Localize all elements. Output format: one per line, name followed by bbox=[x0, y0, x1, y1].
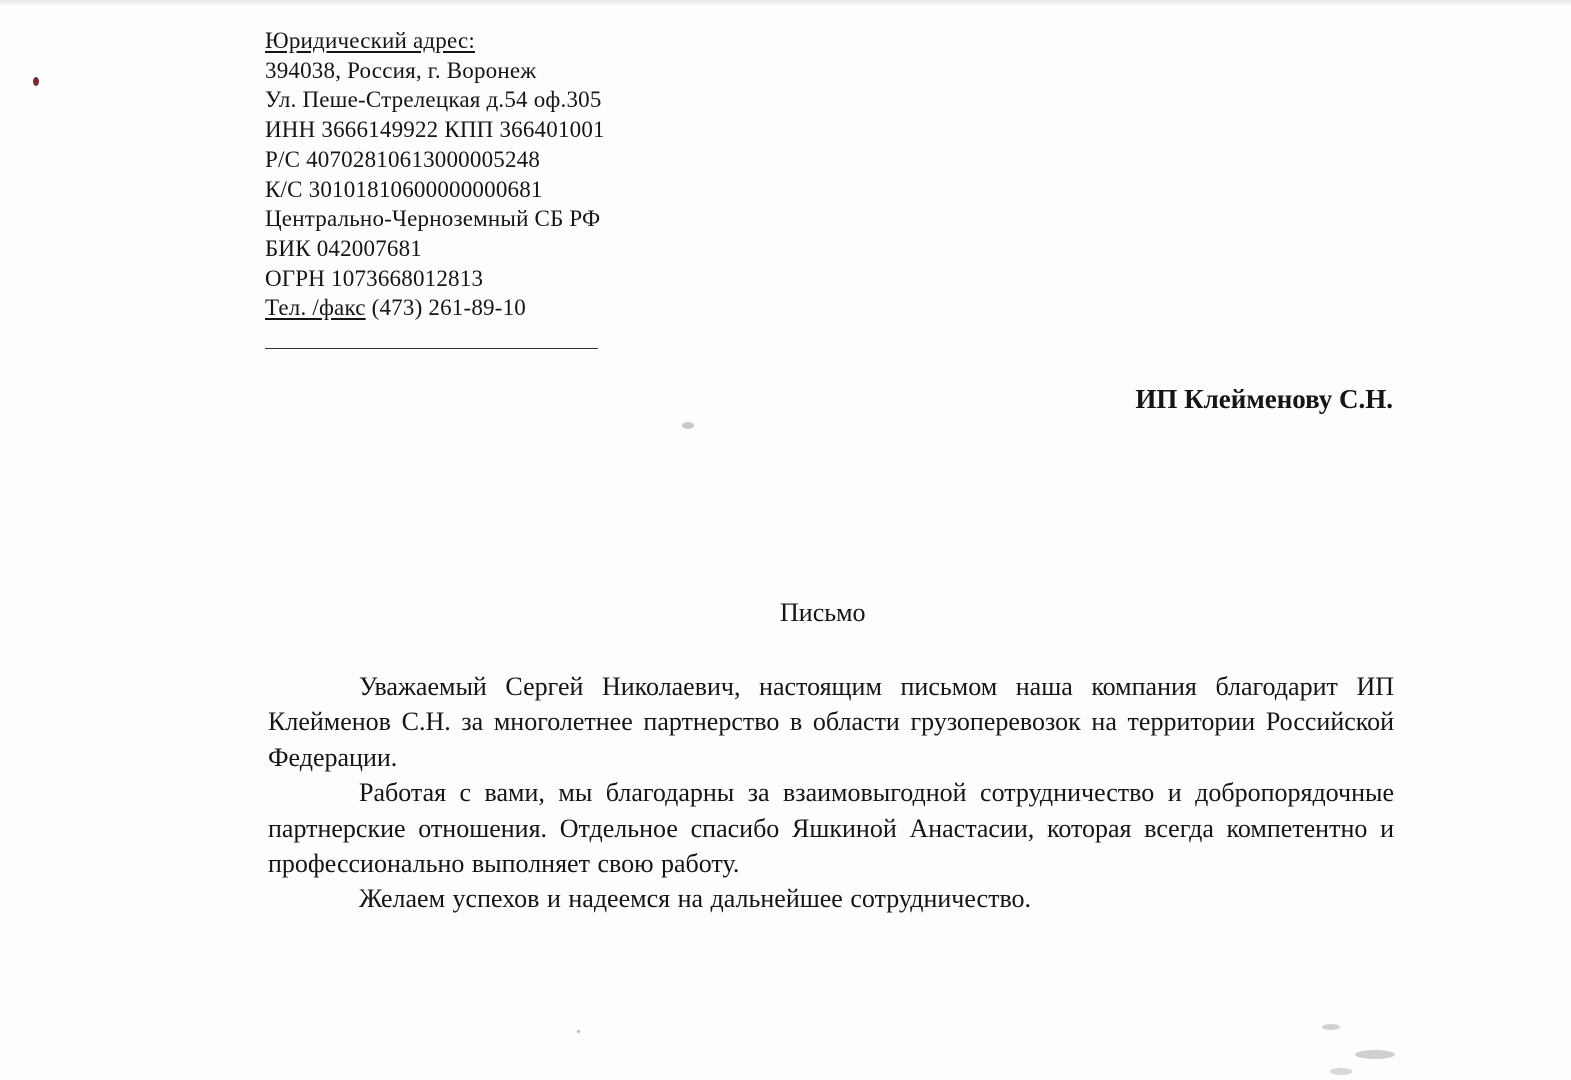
scan-speck bbox=[33, 77, 39, 86]
letter-title: Письмо bbox=[780, 598, 866, 627]
letterhead-divider bbox=[265, 348, 598, 349]
scan-speck bbox=[682, 422, 694, 429]
address-heading: Юридический адрес: bbox=[265, 28, 475, 53]
phone-label: Тел. /факс bbox=[265, 295, 366, 321]
bank-line: Центрально-Черноземный СБ РФ bbox=[265, 206, 601, 232]
rs-line: Р/С 40702810613000005248 bbox=[265, 146, 541, 172]
scan-speck bbox=[1355, 1050, 1395, 1059]
scan-speck bbox=[1330, 1068, 1352, 1075]
scan-speck bbox=[1322, 1024, 1340, 1030]
city-line: 394038, Россия, г. Воронеж bbox=[265, 57, 537, 83]
recipient-name: ИП Клейменову С.Н. bbox=[1135, 384, 1393, 414]
bik-line: БИК 042007681 bbox=[265, 235, 423, 261]
phone-line bbox=[265, 293, 605, 323]
scan-speck bbox=[577, 1030, 580, 1033]
street-line: Ул. Пеше-Стрелецкая д.54 оф.305 bbox=[265, 87, 602, 113]
paragraph-3: Желаем успехов и надеемся на дальнейшее сотрудничество. bbox=[359, 884, 1032, 914]
scan-top-edge bbox=[0, 0, 1571, 6]
paragraph-2: Работая с вами, мы благодарны за взаимовыгодной сотрудничество и добропорядочные партнерские отношения. Отдельное спасибо Яшкиной Анастасии, которая всегда компетентно и профессионально выполняет свою работу. bbox=[268, 778, 1394, 879]
ogrn-line: ОГРН 1073668012813 bbox=[265, 265, 484, 291]
letterhead-block bbox=[265, 26, 605, 323]
paragraph-1: Уважаемый Сергей Николаевич, настоящим письмом наша компания благодарит ИП Клейменов С.Н. за многолетнее партнерство в области грузоперевозок на территории Российской Федерации. bbox=[268, 672, 1394, 772]
letter-body bbox=[268, 669, 1394, 917]
inn-kpp-line: ИНН 3666149922 КПП 366401001 bbox=[265, 117, 605, 143]
phone-number: (473) 261-89-10 bbox=[365, 295, 527, 321]
ks-line: К/С 30101810600000000681 bbox=[265, 176, 543, 202]
